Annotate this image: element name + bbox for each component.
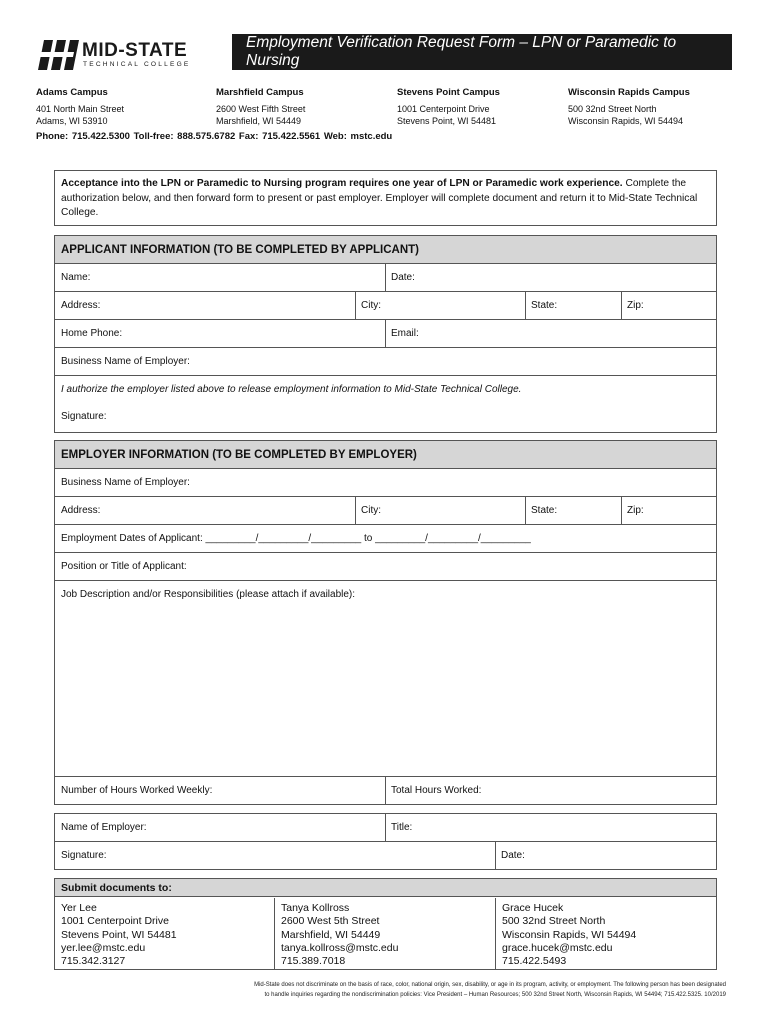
- applicant-name-field[interactable]: Name:: [61, 272, 91, 283]
- campus-name: Wisconsin Rapids Campus: [568, 87, 690, 98]
- sign-row-signature: [55, 842, 716, 870]
- form-title: Employment Verification Request Form – LPN or Paramedic to Nursing: [246, 34, 677, 69]
- campus-wisconsin-rapids: [568, 87, 690, 127]
- sign-row-name: [55, 814, 716, 842]
- submit-header: Submit documents to:: [55, 879, 716, 897]
- contact-phone: 715.422.5493: [502, 955, 567, 968]
- contact-yer-lee: [55, 898, 275, 970]
- job-description-field[interactable]: Job Description and/or Responsibilities (please attach if available):: [61, 589, 356, 600]
- employer-signature-section: [54, 813, 717, 870]
- employment-dates-field[interactable]: Employment Dates of Applicant: _________/_________/_________ to _________/_________/_________: [61, 533, 531, 544]
- employer-section: [54, 440, 717, 805]
- campus-name: Stevens Point Campus: [397, 87, 500, 98]
- employer-section-header: EMPLOYER INFORMATION (TO BE COMPLETED BY EMPLOYER): [55, 441, 716, 469]
- contact-email[interactable]: tanya.kollross@mstc.edu: [281, 941, 399, 954]
- applicant-city-field[interactable]: City:: [361, 300, 381, 311]
- employer-date-field[interactable]: Date:: [501, 850, 525, 861]
- contact-phone: 715.342.3127: [61, 955, 126, 968]
- employer-state-field[interactable]: State:: [531, 505, 558, 516]
- campus-marshfield: [216, 87, 305, 127]
- mstc-logo-mark-icon: [38, 38, 82, 72]
- campus-street: 401 North Main Street: [36, 104, 125, 114]
- applicant-signature-field[interactable]: Signature:: [61, 411, 107, 422]
- employer-city-field[interactable]: City:: [361, 505, 381, 516]
- applicant-state-field[interactable]: State:: [531, 300, 558, 311]
- form-title-bar: [232, 34, 732, 70]
- intro-instructions: Complete the authorization below, and then forward form to present or past employer. Employer will complete document and return it to Mid-State Technical College.: [61, 178, 698, 218]
- employer-zip-field[interactable]: Zip:: [627, 505, 644, 516]
- college-contact-line: Phone: 715.422.5300 Toll-free: 888.575.6782 Fax: 715.422.5561 Web: mstc.edu: [36, 131, 393, 142]
- campus-street: 500 32nd Street North: [568, 104, 657, 114]
- mstc-logo: [38, 36, 208, 72]
- footer-line-2: to handle inquiries regarding the nondiscrimination policies: Vice President – Human Resources; 500 32nd Street North, Wisconsin Rapids, WI 54494; 715.422.5325. 10/2019: [264, 992, 726, 998]
- contact-city: Wisconsin Rapids, WI 54494: [502, 928, 637, 941]
- campus-street: 2600 West Fifth Street: [216, 104, 306, 114]
- footer-line-1: Mid-State does not discriminate on the basis of race, color, national origin, sex, disability, or age in its program, activity, or employment. The following person has been designated: [254, 982, 726, 988]
- employer-title-field[interactable]: Title:: [391, 822, 413, 833]
- position-title-field[interactable]: Position or Title of Applicant:: [61, 561, 187, 572]
- campus-name: Marshfield Campus: [216, 87, 304, 98]
- campus-stevens-point: [397, 87, 500, 127]
- employer-business-field[interactable]: Business Name of Employer:: [61, 477, 190, 488]
- applicant-row-phone: [55, 320, 716, 348]
- contact-street: 1001 Centerpoint Drive: [61, 915, 169, 928]
- hours-weekly-field[interactable]: Number of Hours Worked Weekly:: [61, 785, 213, 796]
- applicant-row-business: [55, 348, 716, 376]
- contact-name: Tanya Kollross: [281, 902, 350, 914]
- contact-name: Grace Hucek: [502, 902, 564, 914]
- employer-address-field[interactable]: Address:: [61, 505, 101, 516]
- intro-box: [54, 170, 717, 226]
- campus-city: Wisconsin Rapids, WI 54494: [568, 116, 684, 126]
- campus-adams: [36, 87, 124, 127]
- applicant-section: [54, 235, 717, 433]
- campus-city: Stevens Point, WI 54481: [397, 116, 497, 126]
- contact-street: 500 32nd Street North: [502, 915, 606, 928]
- campus-street: 1001 Centerpoint Drive: [397, 104, 490, 114]
- contact-name: Yer Lee: [61, 902, 97, 914]
- applicant-row-authorization: [55, 376, 716, 432]
- total-hours-field[interactable]: Total Hours Worked:: [391, 785, 482, 796]
- authorization-statement: I authorize the employer listed above to release employment information to Mid-State Technical College.: [61, 384, 522, 395]
- contact-street: 2600 West 5th Street: [281, 915, 380, 928]
- contact-city: Marshfield, WI 54449: [281, 928, 381, 941]
- campus-city: Marshfield, WI 54449: [216, 116, 302, 126]
- contact-phone: 715.389.7018: [281, 955, 346, 968]
- contact-email[interactable]: yer.lee@mstc.edu: [61, 941, 146, 954]
- applicant-row-address: [55, 292, 716, 320]
- applicant-section-header: APPLICANT INFORMATION (TO BE COMPLETED BY APPLICANT): [55, 236, 716, 264]
- employer-name-field[interactable]: Name of Employer:: [61, 822, 147, 833]
- nondiscrimination-footer: [160, 980, 726, 1000]
- applicant-date-field[interactable]: Date:: [391, 272, 415, 283]
- employer-signature-field[interactable]: Signature:: [61, 850, 107, 861]
- employer-row-job-description: [55, 581, 716, 777]
- applicant-address-field[interactable]: Address:: [61, 300, 101, 311]
- submit-documents-section: [54, 878, 717, 970]
- campus-name: Adams Campus: [36, 87, 108, 98]
- employer-row-position: [55, 553, 716, 581]
- contact-city: Stevens Point, WI 54481: [61, 928, 177, 941]
- contact-email[interactable]: grace.hucek@mstc.edu: [502, 941, 613, 954]
- employer-row-hours: [55, 777, 716, 805]
- employer-row-dates: [55, 525, 716, 553]
- employer-row-address: [55, 497, 716, 525]
- applicant-business-field[interactable]: Business Name of Employer:: [61, 356, 190, 367]
- employer-row-business: [55, 469, 716, 497]
- applicant-email-field[interactable]: Email:: [391, 328, 419, 339]
- logo-subtitle: TECHNICAL COLLEGE: [83, 61, 191, 68]
- logo-wordmark: MID-STATE: [82, 40, 188, 61]
- applicant-zip-field[interactable]: Zip:: [627, 300, 644, 311]
- campus-city: Adams, WI 53910: [36, 116, 108, 126]
- intro-requirement: Acceptance into the LPN or Paramedic to Nursing program requires one year of LPN or Paramedic work experience.: [61, 178, 623, 189]
- applicant-home-phone-field[interactable]: Home Phone:: [61, 328, 123, 339]
- contact-grace-hucek: [496, 898, 716, 970]
- contact-tanya-kollross: [275, 898, 496, 970]
- applicant-row-name: [55, 264, 716, 292]
